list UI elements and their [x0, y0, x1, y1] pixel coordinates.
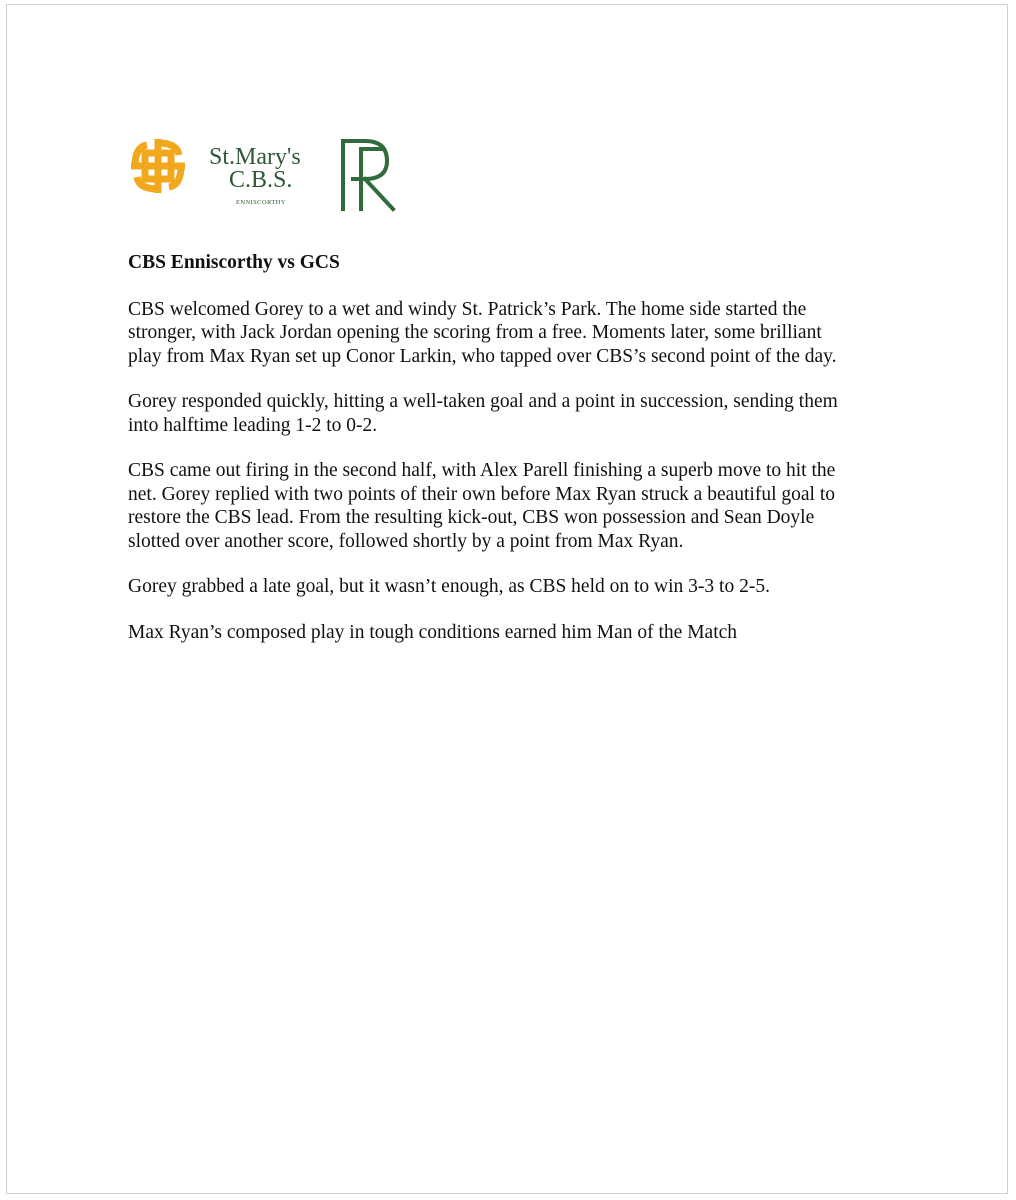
- logo-header: [125, 135, 405, 217]
- club-monogram-text: PR: [125, 135, 127, 136]
- report-paragraph: Max Ryan’s composed play in tough conditions earned him Man of the Match: [128, 621, 738, 643]
- school-name-line1: St.Mary's: [209, 144, 301, 170]
- report-paragraph: CBS came out firing in the second half, with Alex Parell finishing a superb move to hit the net. Gorey replied with two points of their own before Max Ryan struck a beautiful goal to restore the CBS lead. From the resulting kick-out, CBS won possession and Sean Doyle slotted over another score, followed shortly by a point from Max Ryan.: [128, 460, 836, 552]
- document-page: [6, 4, 1008, 1194]
- report-paragraph: Gorey grabbed a late goal, but it wasn’t enough, as CBS held on to win 3-3 to 2-5.: [128, 576, 770, 597]
- school-name-line2: C.B.S.: [229, 167, 293, 193]
- celtic-knot-icon: [131, 139, 185, 193]
- report-paragraph: CBS welcomed Gorey to a wet and windy St. Patrick’s Park. The home side started the stronger, with Jack Jordan opening the scoring from a free. Moments later, some brilliant play from Max Ryan set up Conor Larkin, who tapped over CBS’s second point of the day.: [128, 298, 837, 367]
- logos-graphic: [125, 135, 405, 217]
- school-location: ENNISCORTHY: [236, 199, 286, 206]
- match-report: [128, 251, 888, 666]
- pr-monogram-icon: [343, 141, 393, 209]
- report-title: CBS Enniscorthy vs GCS: [128, 252, 340, 273]
- report-paragraph: Gorey responded quickly, hitting a well-taken goal and a point in succession, sending them into halftime leading 1-2 to 0-2.: [128, 391, 838, 436]
